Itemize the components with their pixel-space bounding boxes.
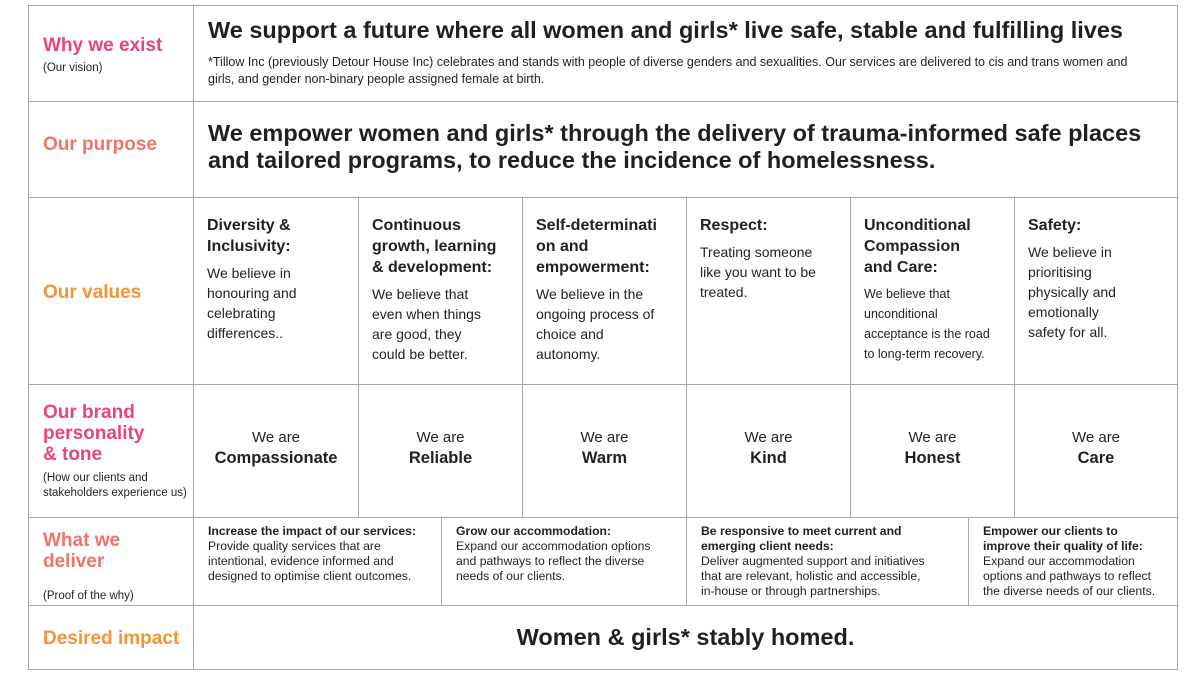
deliver-title: Be responsive to meet current and emerging client needs: — [701, 524, 902, 553]
deliver-label-cell — [29, 518, 194, 605]
we-are-text: We are — [416, 429, 465, 446]
value-title: Continuous growth, learning & development: — [372, 217, 497, 276]
purpose-row — [29, 102, 1177, 198]
value-card — [194, 198, 358, 384]
purpose-content — [194, 102, 1177, 197]
value-card — [850, 198, 1014, 384]
value-text: We believe in prioritising physically and emotionally safety for all. — [1028, 244, 1116, 340]
vision-label: Why we exist — [43, 35, 163, 56]
value-title: Diversity & Inclusivity: — [207, 217, 291, 255]
value-card — [1014, 198, 1177, 384]
deliver-label-line: What we — [43, 530, 121, 551]
purpose-statement: We empower women and girls* through the delivery of trauma-informed safe places and tailored programs, to reduce the incidence of homelessness. — [208, 120, 1142, 173]
vision-row — [29, 6, 1177, 102]
purpose-label-cell — [29, 102, 194, 197]
purpose-label: Our purpose — [43, 134, 158, 155]
impact-statement: Women & girls* stably homed. — [516, 624, 855, 650]
deliver-row — [29, 518, 1177, 606]
values-content — [194, 198, 1177, 384]
values-row — [29, 198, 1177, 385]
brand-sublabel: (How our clients and stakeholders experience us) — [43, 472, 187, 499]
vision-footnote: *Tillow Inc (previously Detour House Inc) celebrates and stands with people of diverse genders and sexualities. Our services are delivered to cis and trans women and girls, and gender non-binary people assigned female at birth. — [208, 55, 1128, 86]
value-card — [686, 198, 850, 384]
brand-label — [43, 402, 144, 465]
value-text: We believe that unconditional acceptance is the road to long-term recovery. — [864, 287, 990, 361]
deliver-title: Increase the impact of our services: — [208, 524, 416, 538]
we-are-text: We are — [744, 429, 793, 446]
impact-label-cell — [29, 606, 194, 670]
vision-sublabel: (Our vision) — [43, 62, 103, 74]
we-are-text: We are — [580, 429, 629, 446]
brand-trait — [850, 385, 1014, 517]
brand-label-line: Our brand — [43, 402, 135, 423]
deliver-text: Deliver augmented support and initiatives that are relevant, holistic and accessible, in-house or through partnerships. — [701, 554, 925, 598]
vision-headline: We support a future where all women and girls* live safe, stable and fulfilling lives — [208, 17, 1123, 43]
we-are-text: We are — [908, 429, 957, 446]
trait-word: Compassionate — [214, 449, 338, 467]
impact-label: Desired impact — [43, 628, 180, 649]
value-text: We believe in honouring and celebrating differences.. — [207, 265, 297, 341]
vision-label-cell — [29, 6, 194, 101]
brand-trait — [686, 385, 850, 517]
brand-trait — [358, 385, 522, 517]
deliver-label-line: deliver — [43, 551, 105, 572]
deliver-label — [43, 530, 120, 572]
deliver-item — [441, 518, 686, 605]
trait-word: Reliable — [408, 449, 473, 467]
trait-word: Kind — [750, 449, 787, 467]
deliver-text: Provide quality services that are intentional, evidence informed and designed to optimise client outcomes. — [208, 539, 412, 583]
deliver-text: Expand our accommodation options and pathways to reflect the diverse needs of our clients. — [456, 539, 651, 583]
impact-row — [29, 606, 1177, 670]
deliver-item — [194, 518, 441, 605]
value-title: Safety: — [1028, 217, 1082, 234]
value-title: Respect: — [700, 217, 768, 234]
value-card — [358, 198, 522, 384]
value-title: Unconditional Compassion and Care: — [864, 217, 971, 276]
deliver-title: Grow our accommodation: — [456, 524, 612, 538]
brand-trait — [1014, 385, 1177, 517]
trait-word: Care — [1077, 449, 1115, 467]
value-card — [522, 198, 686, 384]
we-are-text: We are — [251, 429, 301, 446]
brand-trait — [194, 385, 358, 517]
brand-row — [29, 385, 1177, 518]
deliver-content — [194, 518, 1177, 605]
deliver-title: Empower our clients to improve their quality of life: — [983, 524, 1143, 553]
deliver-text: Expand our accommodation options and pathways to reflect the diverse needs of our clients. — [983, 554, 1156, 598]
value-text: Treating someone like you want to be treated. — [700, 244, 816, 300]
value-title: Self-determinati on and empowerment: — [536, 217, 657, 276]
value-text: We believe that even when things are good, they could be better. — [372, 286, 481, 362]
deliver-sublabel: (Proof of the why) — [43, 590, 134, 602]
values-label-cell — [29, 198, 194, 384]
value-text: We believe in the ongoing process of choice and autonomy. — [536, 286, 655, 362]
vision-content — [194, 6, 1177, 101]
brand-label-line: personality — [43, 423, 145, 444]
impact-content — [194, 606, 1177, 670]
deliver-item — [968, 518, 1177, 605]
values-label: Our values — [43, 282, 142, 303]
brand-label-cell — [29, 385, 194, 517]
we-are-text: We are — [1071, 429, 1121, 446]
brand-label-line: & tone — [43, 444, 103, 465]
deliver-item — [686, 518, 968, 605]
trait-word: Warm — [581, 449, 628, 467]
trait-word: Honest — [904, 449, 961, 467]
strategy-table — [28, 5, 1178, 670]
brand-content — [194, 385, 1177, 517]
brand-trait — [522, 385, 686, 517]
